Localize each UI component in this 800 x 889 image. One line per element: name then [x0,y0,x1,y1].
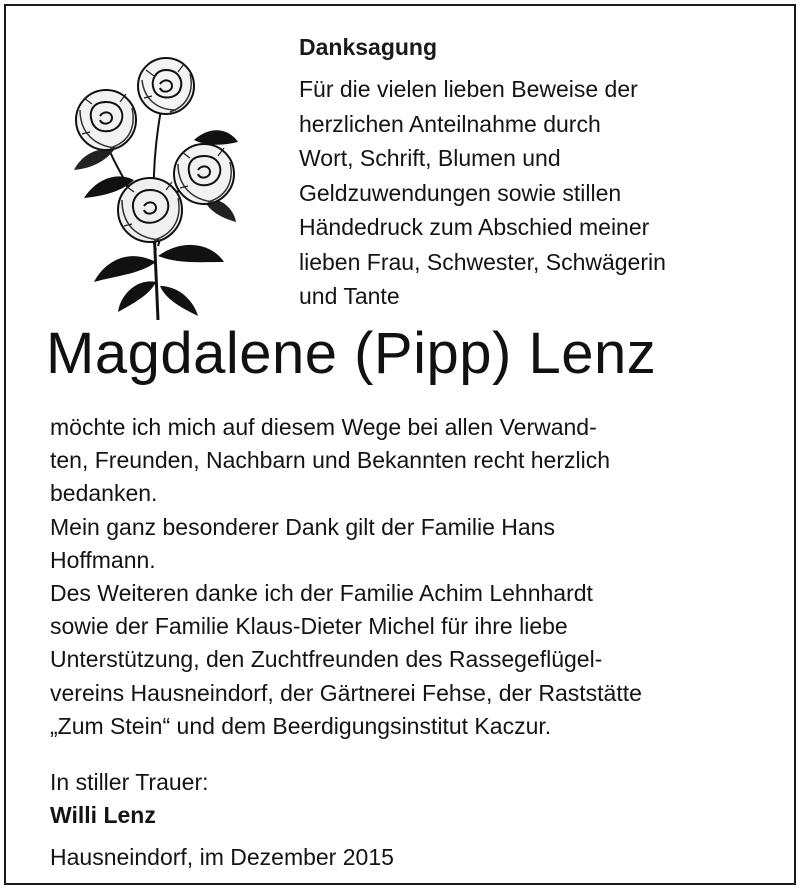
obituary-notice [4,4,796,885]
body-line: vereins Hausneindorf, der Gärtnerei Fehse, der Raststätte [50,679,642,706]
signer-name: Willi Lenz [50,802,156,828]
intro-paragraph [299,72,666,314]
body-line: Unterstützung, den Zuchtfreunden des Rassegeflügel- [50,646,603,673]
deceased-name: Magdalene (Pipp) Lenz [46,321,657,386]
closing-block [50,766,394,874]
body-line: Hoffmann. [50,546,156,573]
body-line: sowie der Familie Klaus-Dieter Michel für ihre liebe [50,613,568,640]
mourning-label: In stiller Trauer: [50,769,209,795]
intro-line: Händedruck zum Abschied meiner [299,214,650,240]
intro-line: Für die vielen lieben Beweise der [299,76,638,102]
intro-line: Wort, Schrift, Blumen und [299,145,561,171]
place-date: Hausneindorf, im Dezember 2015 [50,844,394,870]
body-line: bedanken. [50,480,158,507]
roses-illustration [54,50,240,320]
intro-line: Geldzuwendungen sowie stillen [299,179,622,206]
body-line: Mein ganz besonderer Dank gilt der Familie Hans [50,513,555,540]
body-line: möchte ich mich auf diesem Wege bei allen Verwand- [50,414,597,440]
body-line: „Zum Stein“ und dem Beerdigungsinstitut Kaczur. [50,712,552,739]
body-line: ten, Freunden, Nachbarn und Bekannten recht herzlich [50,447,611,474]
thanks-paragraph [50,411,642,743]
intro-line: lieben Frau, Schwester, Schwägerin [299,248,666,275]
notice-heading: Danksagung [299,34,438,60]
intro-line: und Tante [299,283,400,309]
intro-line: herzlichen Anteilnahme durch [299,110,601,137]
body-line: Des Weiteren danke ich der Familie Achim Lehnhardt [50,580,593,607]
